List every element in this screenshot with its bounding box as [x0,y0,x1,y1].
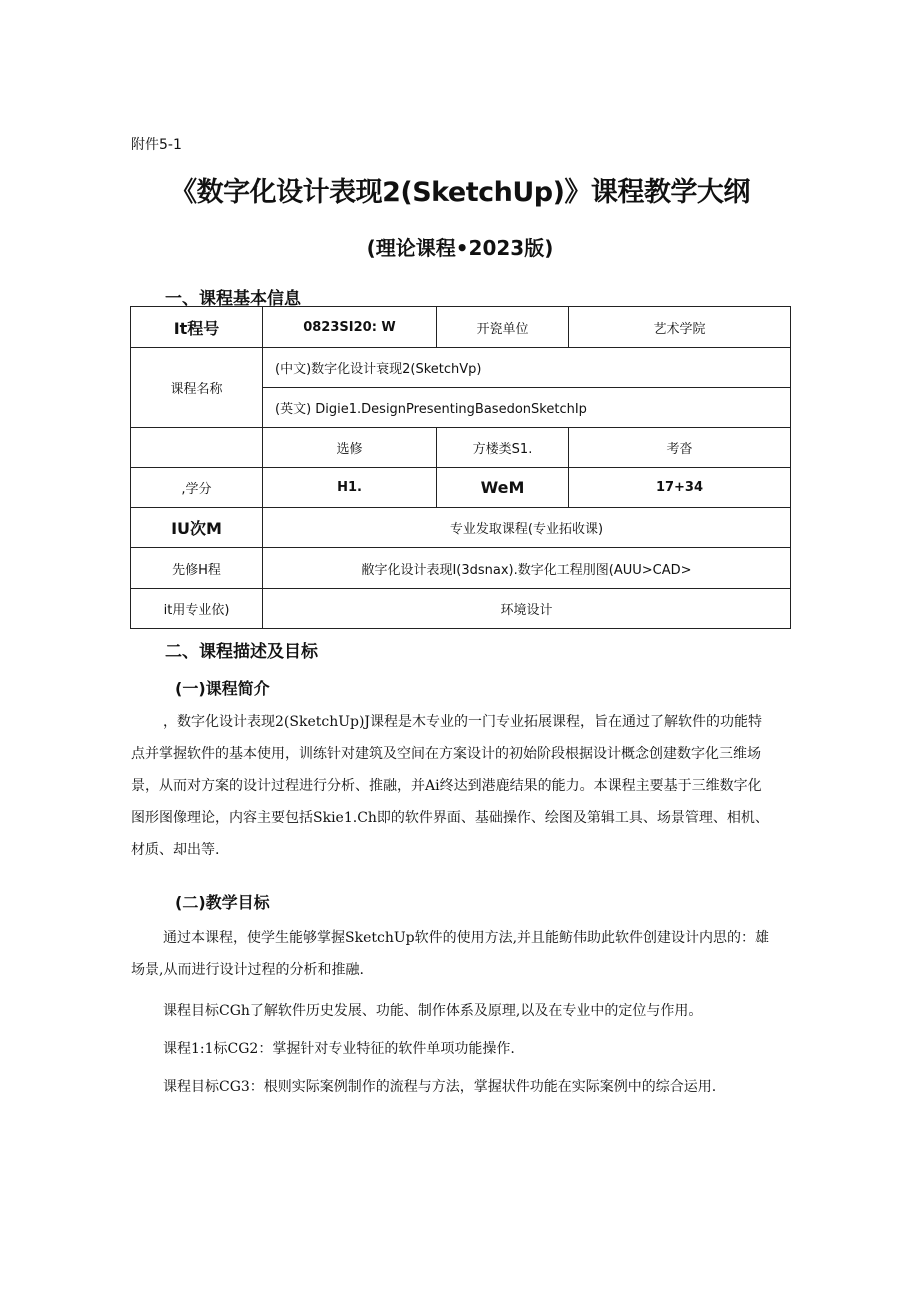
assessment-method-label: 方楼类S1. [437,428,569,468]
annex-label: 附件5-1 [131,137,182,153]
objective-cg1: 课程目标CGh了解软件历史发展、功能、制作体系及原理,以及在专业中的定位与作用。 [163,1003,703,1019]
table-row [131,348,791,388]
course-level-label: IU次M [131,508,263,548]
course-type-label [131,428,263,468]
table-row [131,589,791,629]
document-title: 《数字化设计表现2(SketchUp)》课程教学大纲 [170,177,750,208]
prerequisite-label: 先修H程 [131,548,263,589]
credits-label: ,学分 [131,468,263,508]
goal-line-1: 通过本课程，使学生能够掌握SketchUp软件的使用方法,并且能鲂伟助此软件创建设计内思的：雄 [163,930,770,946]
course-name-cn: (中文)数字化设计衰现2(SketchVp) [263,348,791,388]
intro-line-4: 图形图像理论，内容主要包括Skie1.Ch即的软件界面、基础操作、绘图及第辑工具、场景管理、相机、 [131,810,769,826]
prerequisite-value: 敝字化设计表现I(3dsnax).数字化工程刖图(AUU>CAD> [263,548,791,589]
table-row [131,548,791,589]
section-basic-info-heading: 一、课程基本信息 [165,289,301,309]
course-type-value: 选修 [263,428,437,468]
document-subtitle: (理论课程•2023版) [366,236,554,260]
table-row [131,468,791,508]
course-intro-heading: (一)课程简介 [175,679,270,698]
hours-label: WeM [437,468,569,508]
assessment-method-value: 考沓 [569,428,791,468]
course-info-table [130,306,791,629]
teaching-goals-heading: (二)教学目标 [175,893,270,912]
course-code-label: It程号 [131,307,263,348]
course-level-value: 专业发取课程(专业拓收课) [263,508,791,548]
goal-line-2: 场景,从而进行设计过程的分析和推融. [131,962,364,978]
table-row [131,307,791,348]
objective-cg3: 课程目标CG3：根则实际案例制作的流程与方法，掌握状件功能在实际案例中的综合运用. [163,1079,717,1095]
course-name-label: 课程名称 [131,348,263,428]
section-description-heading: 二、课程描述及目标 [165,642,318,662]
hours-value: 17+34 [569,468,791,508]
offering-unit-label: 开瓷单位 [437,307,569,348]
offering-unit-value: 艺术学院 [569,307,791,348]
applicable-major-value: 环境设计 [263,589,791,629]
table-row [131,508,791,548]
intro-line-2: 点并掌握软件的基本使用，训练针对建筑及空间在方案设计的初始阶段根据设计概念创建数字化三维场 [131,746,761,762]
course-name-en: (英文) Digie1.DesignPresentingBasedonSketchIp [263,388,791,428]
intro-line-1: ，数字化设计表现2(SketchUp)J课程是木专业的一门专业拓展课程，旨在通过了解软件的功能特 [163,714,763,730]
credits-value: H1. [263,468,437,508]
applicable-major-label: it用专业依) [131,589,263,629]
intro-line-5: 材质、却出等. [131,842,220,858]
table-row [131,428,791,468]
intro-line-3: 景，从而对方案的设计过程进行分析、推融，并Ai终达到港鹿结果的能力。本课程主要基于三维数字化 [131,778,762,794]
objective-cg2: 课程1:1标CG2：掌握针对专业特征的软件单项功能操作. [163,1041,515,1057]
course-code-value: 0823SI20: W [263,307,437,348]
